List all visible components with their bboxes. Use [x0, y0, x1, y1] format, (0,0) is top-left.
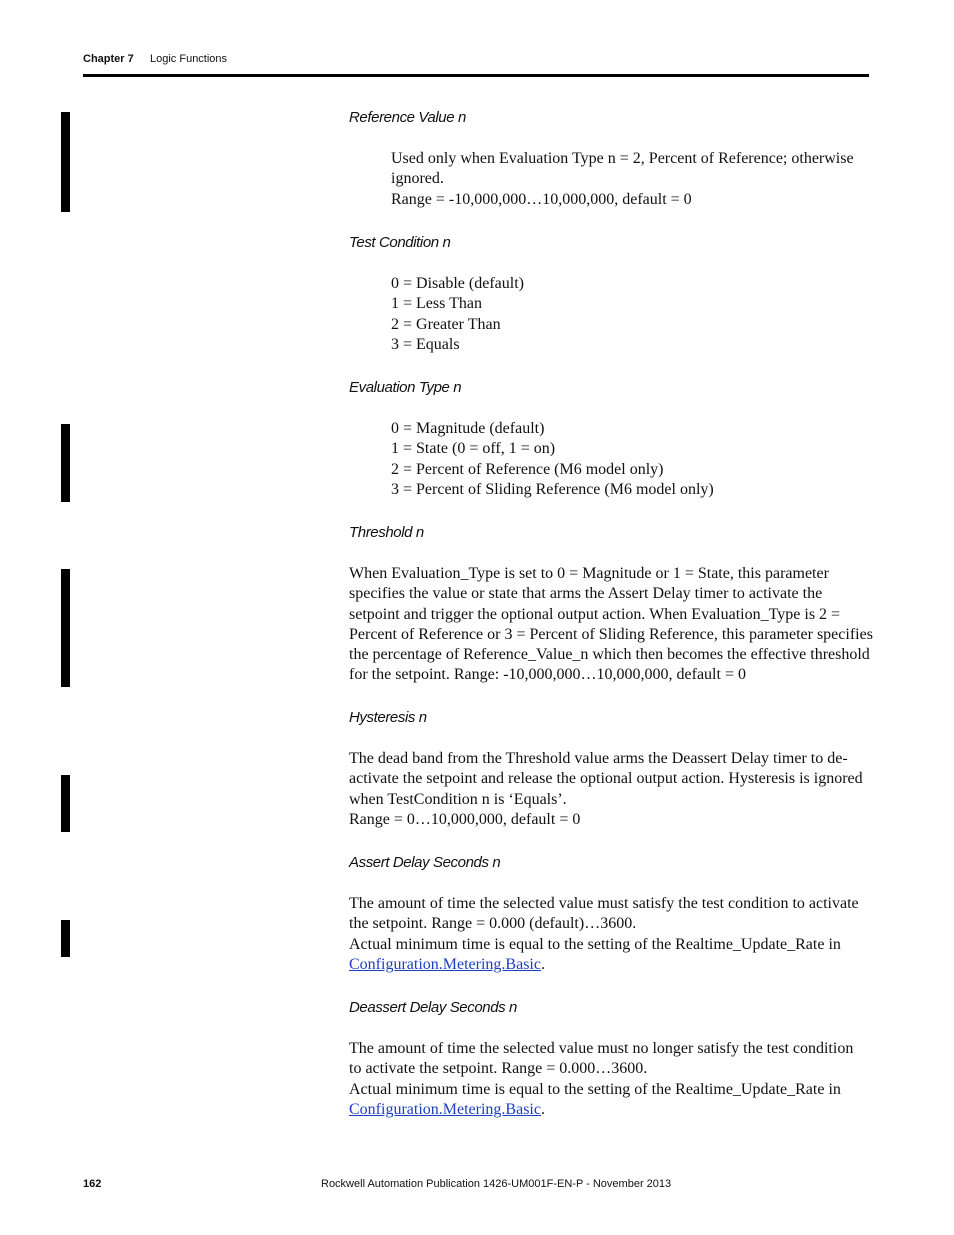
text-line: Actual minimum time is equal to the setting of the Realtime_Update_Rate in	[349, 1080, 841, 1098]
section-heading-test-condition: Test Condition n	[349, 234, 451, 251]
list-item: 0 = Magnitude (default)	[391, 420, 545, 437]
publication-info: Rockwell Automation Publication 1426-UM001F-EN-P - November 2013	[321, 1178, 672, 1190]
test-condition-list	[391, 274, 869, 355]
text-line: specifies the value or state that arms the Assert Delay timer to activate the	[349, 585, 823, 603]
text-line: Used only when Evaluation Type n = 2, Percent of Reference; otherwise	[391, 150, 854, 167]
list-item: 2 = Percent of Reference (M6 model only)	[391, 460, 664, 478]
section-heading-evaluation-type: Evaluation Type n	[349, 379, 462, 396]
text-line: activate the setpoint and release the optional output action. Hysteresis is ignored	[349, 770, 863, 788]
assert-delay-body	[349, 894, 869, 975]
change-bar	[61, 569, 70, 687]
list-item: 3 = Equals	[391, 335, 460, 353]
section-heading-assert-delay: Assert Delay Seconds n	[349, 854, 501, 871]
configuration-metering-basic-link[interactable]: Configuration.Metering.Basic	[349, 1100, 541, 1118]
change-bar	[61, 112, 70, 212]
text-line: setpoint and trigger the optional output action. When Evaluation_Type is 2 =	[349, 605, 841, 623]
link-suffix: .	[540, 1100, 545, 1118]
link-line	[349, 1100, 869, 1120]
list-item: 0 = Disable (default)	[391, 275, 524, 292]
section-heading-hysteresis: Hysteresis n	[349, 709, 427, 726]
text-line: to activate the setpoint. Range = 0.000…3600.	[349, 1060, 648, 1078]
text-line: The dead band from the Threshold value arms the Deassert Delay timer to de-	[349, 750, 848, 767]
running-header	[83, 53, 228, 65]
change-bar	[61, 775, 70, 832]
text-line: ignored.	[391, 170, 444, 188]
header-rule	[83, 74, 869, 77]
hysteresis-body	[349, 749, 869, 830]
configuration-metering-basic-link[interactable]: Configuration.Metering.Basic	[349, 955, 541, 973]
text-line: Range = 0…10,000,000, default = 0	[349, 810, 581, 828]
text-line: the percentage of Reference_Value_n which then becomes the effective threshold	[349, 646, 870, 664]
section-heading-deassert-delay: Deassert Delay Seconds n	[349, 999, 517, 1016]
section-heading-threshold: Threshold n	[349, 524, 424, 541]
list-item: 1 = State (0 = off, 1 = on)	[391, 440, 556, 458]
evaluation-type-list	[391, 419, 869, 500]
section-heading-reference-value: Reference Value n	[349, 109, 466, 126]
text-line: Percent of Reference or 3 = Percent of Sliding Reference, this parameter specifies	[349, 625, 873, 643]
chapter-label: Chapter 7	[83, 53, 134, 65]
text-line: for the setpoint. Range: -10,000,000…10,000,000, default = 0	[349, 666, 746, 684]
chapter-title: Logic Functions	[150, 53, 228, 65]
text-line: When Evaluation_Type is set to 0 = Magnitude or 1 = State, this parameter	[349, 565, 829, 582]
reference-value-body	[391, 149, 869, 210]
page-number: 162	[83, 1178, 102, 1190]
list-item: 2 = Greater Than	[391, 315, 501, 333]
link-suffix: .	[540, 955, 545, 973]
text-line: The amount of time the selected value must no longer satisfy the test condition	[349, 1040, 854, 1057]
text-line: Actual minimum time is equal to the setting of the Realtime_Update_Rate in	[349, 935, 841, 953]
change-bar	[61, 920, 70, 957]
list-item: 1 = Less Than	[391, 295, 482, 313]
text-line: when TestCondition n is ‘Equals’.	[349, 790, 567, 808]
deassert-delay-body	[349, 1039, 869, 1120]
list-item: 3 = Percent of Sliding Reference (M6 model only)	[391, 480, 714, 498]
change-bar	[61, 424, 70, 502]
text-line: The amount of time the selected value must satisfy the test condition to activate	[349, 895, 859, 912]
text-line: the setpoint. Range = 0.000 (default)…3600.	[349, 915, 637, 933]
threshold-body	[349, 564, 873, 686]
text-line: Range = -10,000,000…10,000,000, default = 0	[391, 190, 692, 208]
link-line	[349, 955, 869, 975]
